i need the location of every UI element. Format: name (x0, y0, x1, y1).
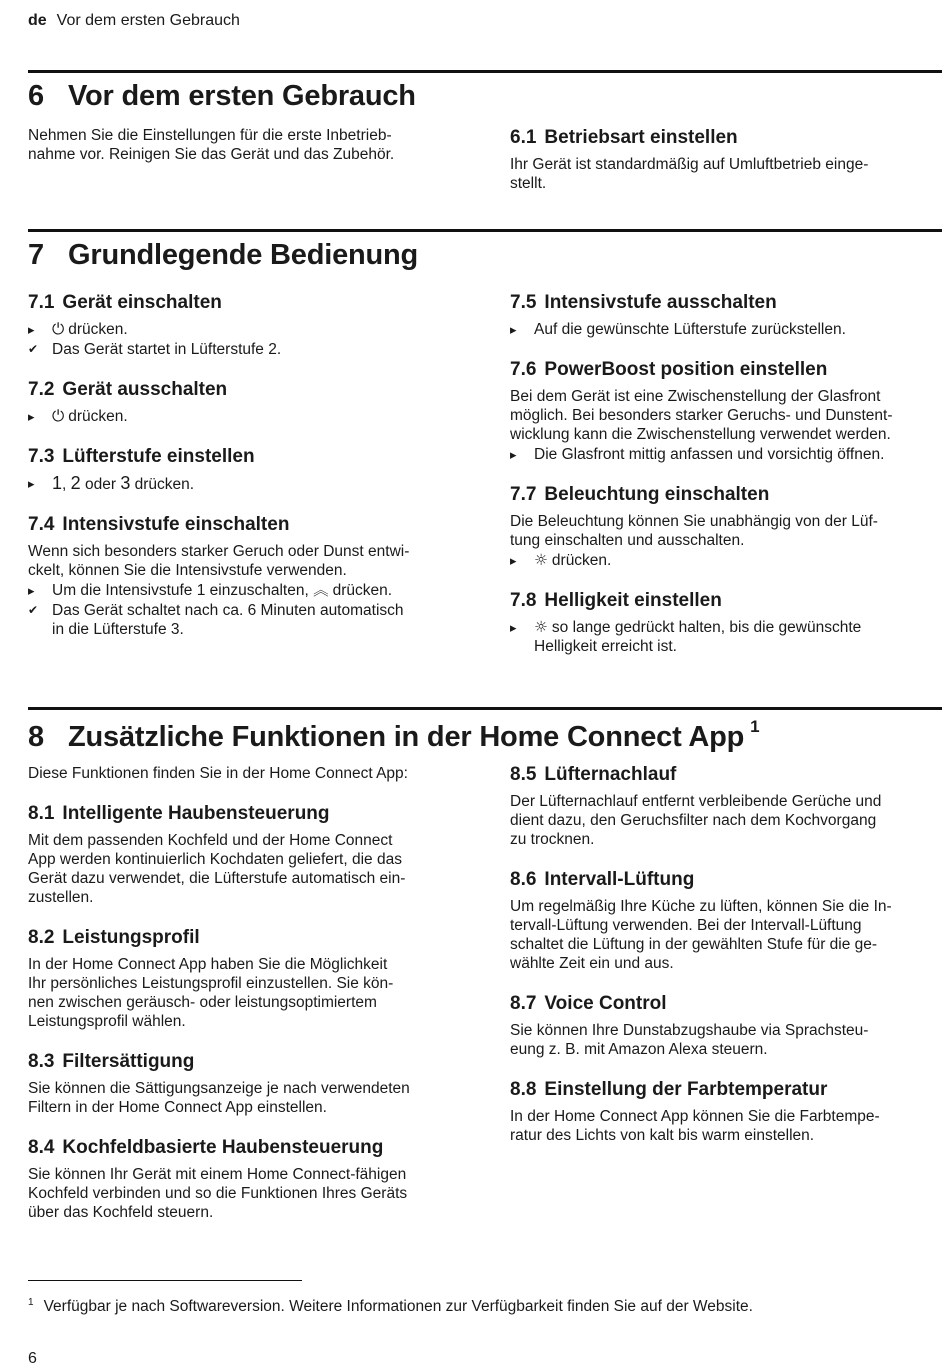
section-7-1-heading: 7.1 Gerät einschalten (28, 292, 222, 313)
footnote (28, 1297, 753, 1316)
light-icon: ☼ (534, 618, 548, 636)
section-8-8-heading: 8.8 Einstellung der Farbtemperatur (510, 1079, 828, 1100)
step: ▸ 1, 2 oder 3 drücken. (28, 474, 460, 494)
step: ▸ ☼ drücken. (510, 551, 942, 570)
light-icon: ☼ (534, 551, 548, 569)
section-8-3-heading: 8.3 Filtersättigung (28, 1051, 195, 1072)
section-7-6-heading: 7.6 PowerBoost position einstellen (510, 359, 828, 380)
section-8-3: 8.3 Filtersättigung Sie können die Sättigungsanzeige je nach verwendeten Filtern in der Home Connect App einstellen. (28, 1051, 460, 1117)
chapter-6-intro: Nehmen Sie die Einstellungen für die erste Inbetrieb- nahme vor. Reinigen Sie das Gerät und das Zubehör. (28, 127, 395, 163)
section-7-5 (510, 292, 942, 339)
chapter-6-heading: 6 Vor dem ersten Gebrauch (28, 80, 416, 112)
section-6-1: 6.1 Betriebsart einstellen Ihr Gerät ist standardmäßig auf Umluftbetrieb einge- stellt. (510, 127, 942, 193)
section-8-5: 8.5 Lüfternachlauf Der Lüfternachlauf entfernt verbleibende Gerüche und dient dazu, den Geruchsfilter nach dem Kochvorgang zu trocknen. (510, 764, 942, 849)
page-number: 6 (28, 1350, 37, 1367)
section-8-1-heading: 8.1 Intelligente Haubensteuerung (28, 803, 330, 824)
section-8-2-heading: 8.2 Leistungsprofil (28, 927, 200, 948)
section-8-6-heading: 8.6 Intervall-Lüftung (510, 869, 695, 890)
language-code: de (28, 12, 47, 29)
fan-level-2-key: 2 (70, 473, 81, 493)
section-7-8 (510, 590, 942, 656)
step: ▸ ☼ so lange gedrückt halten, bis die gewünschte Helligkeit erreicht ist. (510, 618, 942, 656)
chapter-7-right-column (510, 292, 942, 676)
section-8-7-heading: 8.7 Voice Control (510, 993, 667, 1014)
footnote-reference: 1 (750, 717, 760, 736)
footnote-text: Verfügbar je nach Softwareversion. Weitere Informationen zur Verfügbarkeit finden Sie auf der Website. (43, 1298, 753, 1315)
section-8-1: 8.1 Intelligente Haubensteuerung Mit dem passenden Kochfeld und der Home Connect App werden kontinuierlich Kochdaten geliefert, die das Gerät dazu verwendet, die Lüfterstufe automatisch ein- zustellen. (28, 803, 460, 907)
chapter-8-left-column (28, 764, 460, 1242)
section-8-5-heading: 8.5 Lüfternachlauf (510, 764, 677, 785)
section-8-4: 8.4 Kochfeldbasierte Haubensteuerung Sie können Ihr Gerät mit einem Home Connect-fähigen Kochfeld verbinden und so die Funktionen Ihres Geräts über das Kochfeld steuern. (28, 1137, 460, 1222)
step: ▸ Auf die gewünschte Lüfterstufe zurückstellen. (510, 320, 942, 339)
result: ✔ Das Gerät startet in Lüfterstufe 2. (28, 340, 460, 359)
header-title: Vor dem ersten Gebrauch (56, 12, 240, 29)
step: ▸ Die Glasfront mittig anfassen und vorsichtig öffnen. (510, 445, 942, 464)
section-8-6: 8.6 Intervall-Lüftung Um regelmäßig Ihre Küche zu lüften, können Sie die In- tervall-Lüftung verwenden. Bei der Intervall-Lüftung schaltet die Lüftung in der gewählten Stufe für die ge- wählte Zeit ein und aus. (510, 869, 942, 973)
section-7-4: 7.4 Intensivstufe einschalten Wenn sich besonders starker Geruch oder Dunst entwi- ckelt, können Sie die Intensivstufe verwenden. ▸ Um die Intensivstufe 1 einzuschalten, ︽ drücken. ✔ Das Gerät schaltet nach ca. 6 Minuten automatisch in die Lüfterstufe 3. (28, 514, 460, 639)
section-7-7-heading: 7.7 Beleuchtung einschalten (510, 484, 770, 505)
section-divider (28, 70, 942, 73)
section-7-4-heading: 7.4 Intensivstufe einschalten (28, 514, 290, 535)
section-7-5-heading: 7.5 Intensivstufe ausschalten (510, 292, 777, 313)
section-8-2: 8.2 Leistungsprofil In der Home Connect App haben Sie die Möglichkeit Ihr persönliches Leistungsprofil einzustellen. Sie kön- nen zwischen geräusch- oder leistungsoptimiertem Leistungsprofil wählen. (28, 927, 460, 1031)
section-6-1-heading: 6.1 Betriebsart einstellen (510, 127, 738, 148)
section-7-3 (28, 446, 460, 494)
chapter-8-intro: Diese Funktionen finden Sie in der Home Connect App: (28, 765, 408, 782)
chapter-8-heading: 8 Zusätzliche Funktionen in der Home Connect App $^1$ (28, 717, 760, 753)
section-7-6: 7.6 PowerBoost position einstellen Bei dem Gerät ist eine Zwischenstellung der Glasfront möglich. Bei besonders starker Geruchs- und Dunstent- wicklung kann die Zwischenstellung verwendet werden. ▸ Die Glasfront mittig anfassen und vorsichtig öffnen. (510, 359, 942, 464)
section-divider (28, 707, 942, 710)
section-7-3-heading: 7.3 Lüfterstufe einstellen (28, 446, 255, 467)
section-divider (28, 229, 942, 232)
chapter-7-heading: 7 Grundlegende Bedienung (28, 239, 419, 271)
power-icon: ⏻ (52, 320, 65, 338)
footnote-divider (28, 1280, 302, 1281)
section-8-7: 8.7 Voice Control Sie können Ihre Dunstabzugshaube via Sprachsteu- eung z. B. mit Amazon Alexa steuern. (510, 993, 942, 1059)
section-8-8: 8.8 Einstellung der Farbtemperatur In der Home Connect App können Sie die Farbtempe- ratur des Lichts von kalt bis warm einstellen. (510, 1079, 942, 1145)
step: ▸ Um die Intensivstufe 1 einzuschalten, ︽ drücken. (28, 581, 460, 600)
section-7-2 (28, 379, 460, 426)
footnote-mark: 1 (28, 1297, 34, 1308)
section-7-1 (28, 292, 460, 359)
fan-level-3-key: 3 (120, 473, 131, 493)
section-8-4-heading: 8.4 Kochfeldbasierte Haubensteuerung (28, 1137, 384, 1158)
intensive-level-icon: ︽ (313, 581, 329, 599)
chapter-8-right-column (510, 764, 942, 1165)
running-header (28, 12, 240, 30)
power-icon: ⏻ (52, 407, 65, 425)
section-7-2-heading: 7.2 Gerät ausschalten (28, 379, 228, 400)
chapter-7-left-column (28, 292, 460, 659)
step: ▸ ⏻ drücken. (28, 407, 460, 426)
section-7-8-heading: 7.8 Helligkeit einstellen (510, 590, 722, 611)
section-7-7: 7.7 Beleuchtung einschalten Die Beleuchtung können Sie unabhängig von der Lüf- tung einschalten und ausschalten. ▸ ☼ drücken. (510, 484, 942, 570)
step: ▸ ⏻ drücken. (28, 320, 460, 339)
fan-level-1-key: 1 (52, 473, 63, 493)
result: ✔ Das Gerät schaltet nach ca. 6 Minuten automatisch in die Lüfterstufe 3. (28, 601, 460, 639)
